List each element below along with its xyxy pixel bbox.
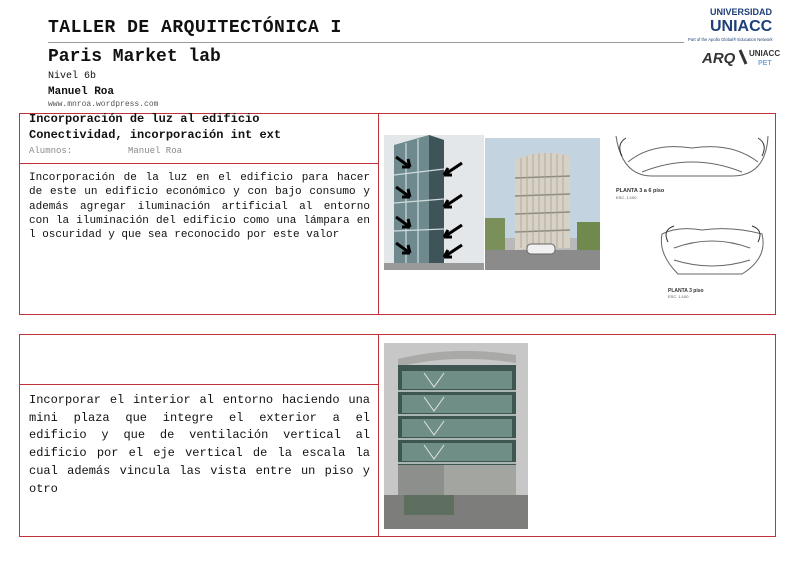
logo-slash-icon — [740, 50, 746, 64]
logo-university-text: UNIVERSIDAD — [710, 7, 773, 17]
plan1-scale: ESC. 1:100 — [616, 195, 637, 200]
students-label: Alumnos: — [29, 146, 73, 156]
logo-pet-text: PET — [758, 60, 772, 67]
header-rule — [48, 42, 684, 43]
panel2-divider — [378, 334, 379, 537]
building-section-render — [384, 343, 528, 529]
facade-light-render — [384, 135, 484, 270]
panel2-description: Incorporar el interior al entorno haciendo una mini plaza que integre el exterior a el edificio y que de ventilación vertical al edificio por el eje vertical de la escala la cual además vincula las vista entre un piso y otro — [29, 393, 370, 496]
logo-arq-text: ARQ — [702, 50, 736, 67]
panel1-heading-1: Incorporación de luz al edificio — [29, 112, 260, 126]
course-title: TALLER DE ARQUITECTÓNICA I — [48, 18, 342, 38]
panel1-header-divider — [19, 163, 378, 164]
plan2-title: PLANTA 3 piso — [668, 288, 704, 294]
building-street-render — [485, 138, 600, 270]
panel2-header-divider — [19, 384, 378, 385]
author-name: Manuel Roa — [48, 86, 115, 98]
logo-uniacc-small: UNIACC — [749, 49, 781, 58]
plan1-title: PLANTA 3 a 6 piso — [616, 188, 665, 194]
students-value: Manuel Roa — [128, 146, 183, 156]
website-link[interactable]: www.mnroa.wordpress.com — [48, 100, 159, 109]
logo-uniacc-text: UNIACC — [710, 18, 773, 35]
logo-tagline-text: Part of the Apollo Global® Education Network — [688, 37, 773, 42]
panel1-heading-2: Conectividad, incorporación int ext — [29, 128, 282, 142]
uniacc-logo — [688, 4, 792, 44]
plan2-scale: ESC. 1:100 — [668, 294, 689, 299]
level-label: Nivel 6b — [48, 71, 97, 82]
project-title: Paris Market lab — [48, 47, 221, 67]
arq-uniacc-pet-logo — [702, 46, 794, 68]
panel1-divider — [378, 113, 379, 315]
floor-plans-drawing — [612, 134, 772, 304]
panel1-description: Incorporación de la luz en el edificio para hacer de este un edificio económico y con bajo consumo y además agregar iluminación artificial al entorno con la iluminación del edificio como una lámpara en l oscuridad y que sea reconocido por este valor — [29, 172, 370, 242]
